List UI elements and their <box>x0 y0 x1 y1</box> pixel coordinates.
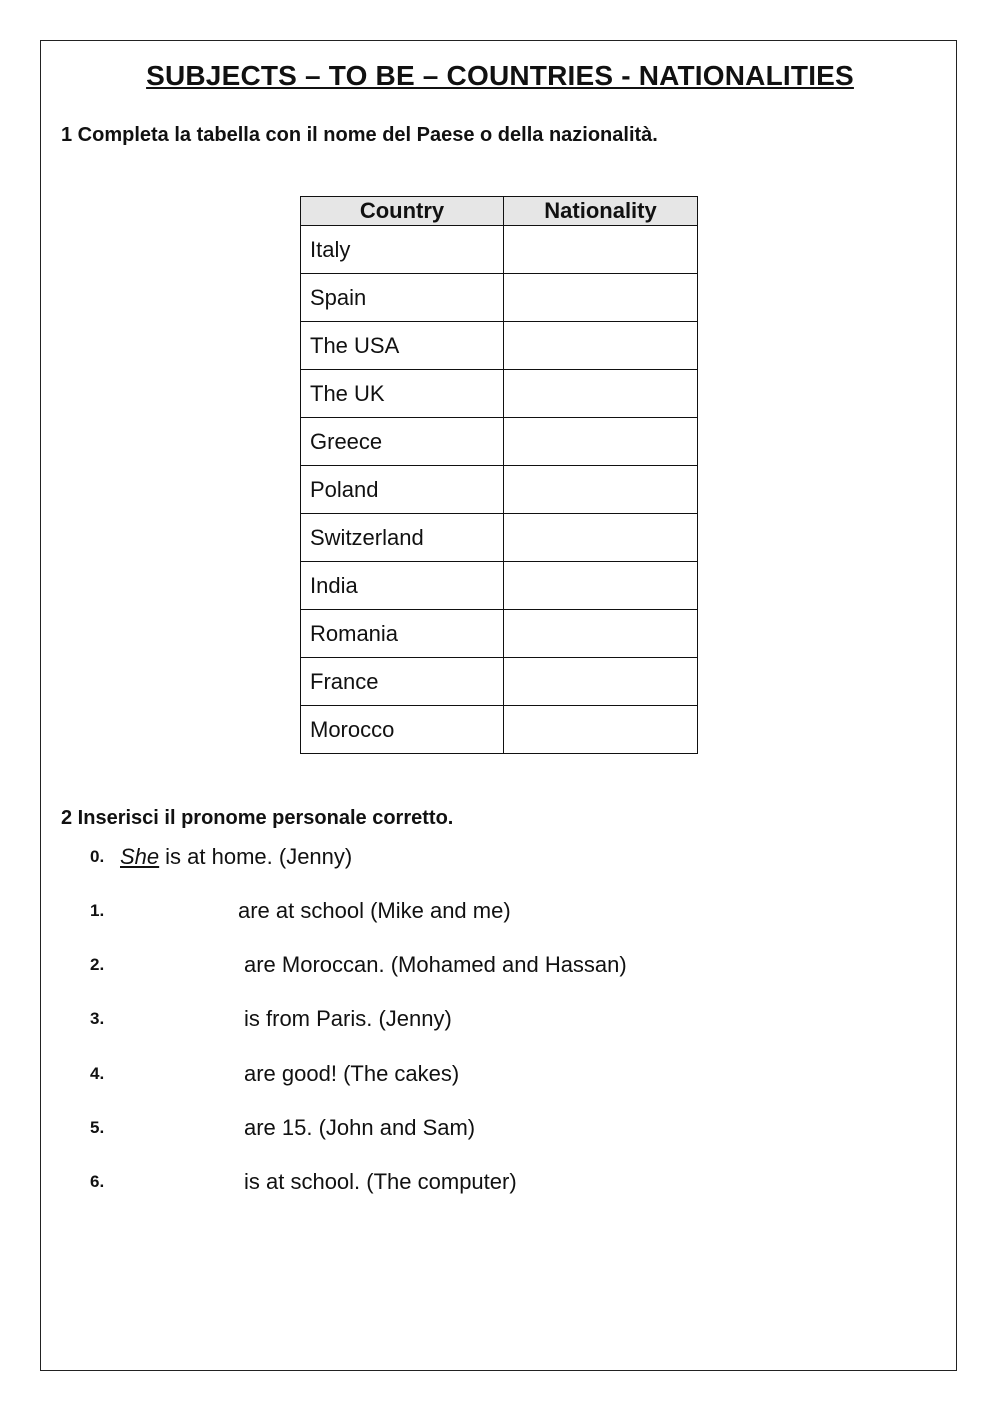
nationality-cell <box>504 274 698 322</box>
nationality-input[interactable] <box>504 562 697 609</box>
country-cell: The USA <box>301 322 504 370</box>
item-number: 0. <box>90 847 105 866</box>
pronoun-input[interactable] <box>120 952 239 980</box>
table-row <box>301 562 698 610</box>
country-column-header: Country <box>301 197 504 226</box>
pronoun-input[interactable] <box>120 1115 239 1143</box>
nationality-cell <box>504 466 698 514</box>
nationality-column-header: Nationality <box>504 197 698 226</box>
table-row <box>301 226 698 274</box>
country-cell: Romania <box>301 610 504 658</box>
country-cell: India <box>301 562 504 610</box>
nationality-input[interactable] <box>504 226 697 273</box>
nationality-input[interactable] <box>504 322 697 369</box>
nationality-cell <box>504 418 698 466</box>
country-cell: Poland <box>301 466 504 514</box>
table-row <box>301 418 698 466</box>
exercise-1-instruction: 1 Completa la tabella con il nome del Paese o della nazionalità. <box>61 124 658 146</box>
nationality-cell <box>504 706 698 754</box>
pronoun-input[interactable] <box>120 1169 239 1197</box>
item-number: 4. <box>90 1063 105 1083</box>
countries-table <box>300 196 698 754</box>
country-cell: The UK <box>301 370 504 418</box>
table-row <box>301 610 698 658</box>
table-row <box>301 706 698 754</box>
item-number: 3. <box>90 1009 105 1029</box>
table-row <box>301 658 698 706</box>
country-cell: Switzerland <box>301 514 504 562</box>
example-answer: She is at home. (Jenny) <box>120 844 353 869</box>
country-cell: Spain <box>301 274 504 322</box>
country-cell: Morocco <box>301 706 504 754</box>
table-row <box>301 322 698 370</box>
nationality-cell <box>504 226 698 274</box>
item-sentence: is at school. (The computer) <box>244 1169 517 1194</box>
nationality-cell <box>504 658 698 706</box>
nationality-input[interactable] <box>504 418 697 465</box>
item-number: 2. <box>90 955 105 975</box>
pronoun-input[interactable] <box>120 898 239 926</box>
nationality-cell <box>504 370 698 418</box>
nationality-input[interactable] <box>504 370 697 417</box>
nationality-cell <box>504 322 698 370</box>
table-header-row <box>301 197 698 226</box>
table-row <box>301 466 698 514</box>
exercise-2-instruction: 2 Inserisci il pronome personale corretto. <box>61 807 454 829</box>
pronoun-input[interactable] <box>120 1061 239 1089</box>
country-cell: Greece <box>301 418 504 466</box>
nationality-cell <box>504 610 698 658</box>
nationality-cell <box>504 562 698 610</box>
item-sentence: are at school (Mike and me) <box>238 898 511 923</box>
country-cell: Italy <box>301 226 504 274</box>
item-sentence: is from Paris. (Jenny) <box>244 1006 452 1032</box>
nationality-input[interactable] <box>504 706 697 753</box>
table-row <box>301 514 698 562</box>
table-row <box>301 370 698 418</box>
nationality-input[interactable] <box>504 466 697 513</box>
nationality-input[interactable] <box>504 274 697 321</box>
item-number: 1. <box>90 901 105 920</box>
item-sentence: are good! (The cakes) <box>244 1060 460 1086</box>
pronoun-input[interactable] <box>120 1006 239 1034</box>
nationality-input[interactable] <box>504 610 697 657</box>
page-title: SUBJECTS – TO BE – COUNTRIES - NATIONALITIES <box>146 60 854 91</box>
nationality-input[interactable] <box>504 514 697 561</box>
item-sentence: are 15. (John and Sam) <box>244 1114 476 1140</box>
nationality-cell <box>504 514 698 562</box>
item-sentence: are Moroccan. (Mohamed and Hassan) <box>244 952 627 978</box>
table-row <box>301 274 698 322</box>
nationality-input[interactable] <box>504 658 697 705</box>
country-cell: France <box>301 658 504 706</box>
item-number: 6. <box>90 1172 105 1191</box>
item-number: 5. <box>90 1117 105 1137</box>
